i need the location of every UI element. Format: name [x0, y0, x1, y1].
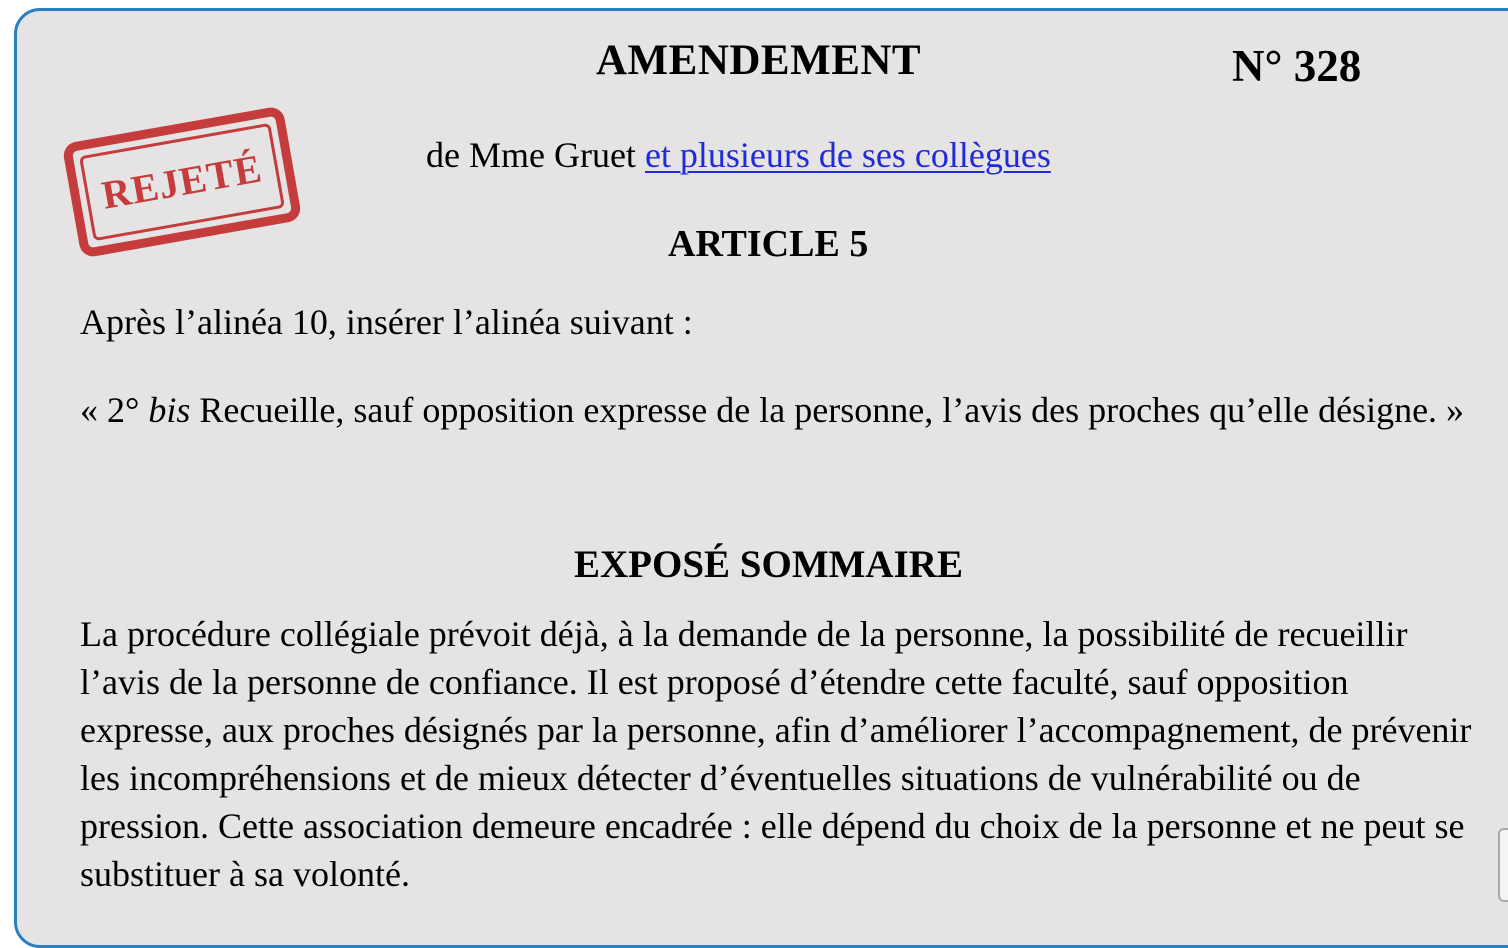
inserted-open-quote: « 2°	[80, 390, 149, 430]
cosigners-link[interactable]: et plusieurs de ses collègues	[644, 135, 1051, 175]
article-heading: ARTICLE 5	[668, 223, 869, 265]
expose-heading: EXPOSÉ SOMMAIRE	[574, 543, 963, 586]
stamp-label: REJETÉ	[98, 145, 266, 218]
expose-paragraph: La procédure collégiale prévoit déjà, à la demande de la personne, la possibilité de recueillir l’avis de la personne de confiance. Il est proposé d’étendre cette faculté, sauf opposition expresse, aux proches désignés par la personne, afin d’améliorer l’accompagnement, de prévenir les incompréhensions et de mieux détecter d’éventuelles situations de vulnérabilité ou de pression. Cette association demeure encadrée : elle dépend du choix de la personne et ne peut se substituer à sa volonté.	[80, 614, 1472, 894]
authors-prefix: de Mme Gruet	[426, 135, 645, 175]
scrollbar-thumb[interactable]	[1498, 828, 1508, 902]
amendment-number: N° 328	[1232, 41, 1362, 91]
inserted-text-body: Recueille, sauf opposition expresse de la personne, l’avis des proches qu’elle désigne. »	[190, 390, 1465, 430]
authors-line	[426, 134, 1051, 176]
inserted-text-paragraph	[80, 386, 1480, 434]
instruction-paragraph: Après l’alinéa 10, insérer l’alinéa suivant :	[80, 302, 693, 342]
amendment-title: AMENDEMENT	[596, 37, 922, 84]
bis-italic: bis	[148, 390, 191, 430]
